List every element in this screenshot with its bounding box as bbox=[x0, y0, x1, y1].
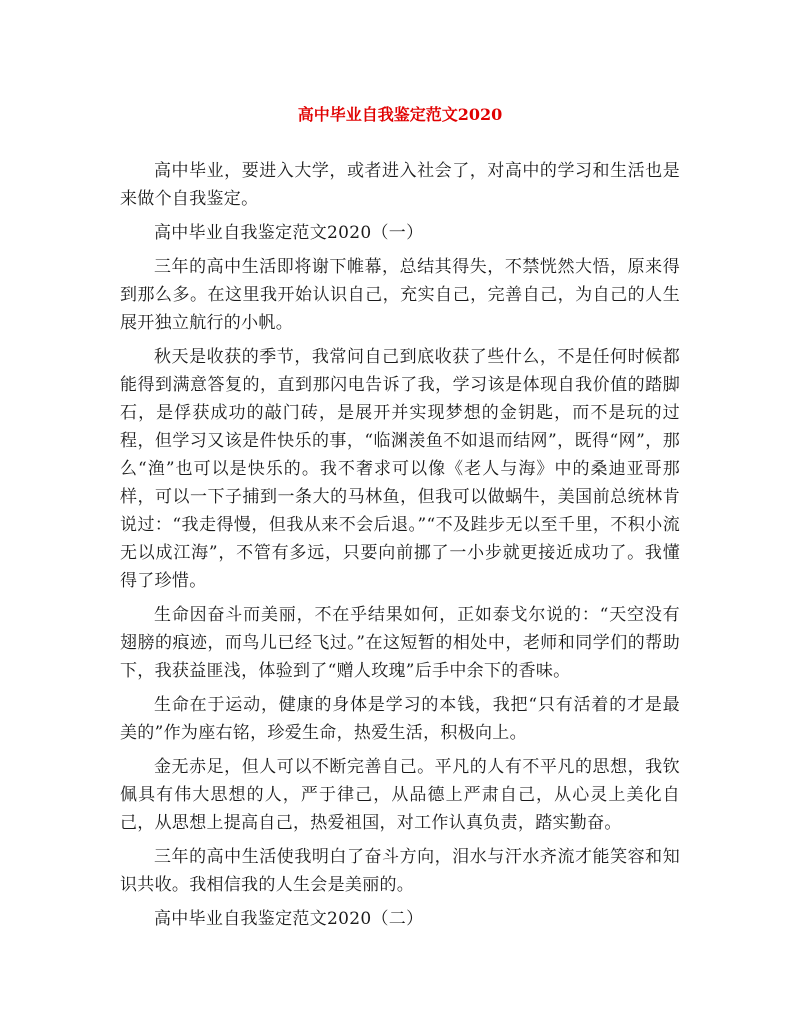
document-body bbox=[120, 157, 680, 939]
section-heading-two: 高中毕业自我鉴定范文2020（二） bbox=[154, 909, 424, 929]
body-paragraph: 秋天是收获的季节，我常问自己到底收获了些什么，不是任何时候都能得到满意答复的，直到那闪电告诉了我，学习该是体现自我价值的踏脚石，是俘获成功的敲门砖，是展开并实现梦想的金钥匙，而不是玩的过程，但学习又该是件快乐的事，“临渊羡鱼不如退而结网”，既得“网”，那么“渔”也可以是快乐的。我不奢求可以像《老人与海》中的桑迪亚哥那样，可以一下子捕到一条大的马林鱼，但我可以做蜗牛，美国前总统林肯说过：“我走得慢，但我从来不会后退。”“不及跬步无以至千里，不积小流无以成江海”，不管有多远，只要向前挪了一小步就更接近成功了。我懂得了珍惜。 bbox=[120, 347, 680, 591]
intro-paragraph: 高中毕业，要进入大学，或者进入社会了，对高中的学习和生活也是来做个自我鉴定。 bbox=[120, 161, 680, 209]
body-paragraph: 金无赤足，但人可以不断完善自己。平凡的人有不平凡的思想，我钦佩具有伟大思想的人，严于律己，从品德上严肃自己，从心灵上美化自己，从思想上提高自己，热爱祖国，对工作认真负责，踏实勤奋。 bbox=[120, 757, 680, 833]
body-paragraph: 生命在于运动，健康的身体是学习的本钱，我把“只有活着的才是最美的”作为座右铭，珍爱生命，热爱生活，积极向上。 bbox=[120, 695, 680, 743]
section-heading-one: 高中毕业自我鉴定范文2020（一） bbox=[154, 223, 424, 243]
body-paragraph: 三年的高中生活即将谢下帷幕，总结其得失，不禁恍然大悟，原来得到那么多。在这里我开始认识自己，充实自己，完善自己，为自己的人生展开独立航行的小帆。 bbox=[120, 257, 680, 333]
document-title: 高中毕业自我鉴定范文2020 bbox=[297, 105, 503, 124]
body-paragraph: 生命因奋斗而美丽，不在乎结果如何，正如泰戈尔说的：“天空没有翅膀的痕迹，而鸟儿已经飞过。”在这短暂的相处中，老师和同学们的帮助下，我获益匪浅，体验到了“赠人玫瑰”后手中余下的香味。 bbox=[120, 605, 680, 681]
body-paragraph: 三年的高中生活使我明白了奋斗方向，泪水与汗水齐流才能笑容和知识共收。我相信我的人生会是美丽的。 bbox=[120, 847, 680, 895]
